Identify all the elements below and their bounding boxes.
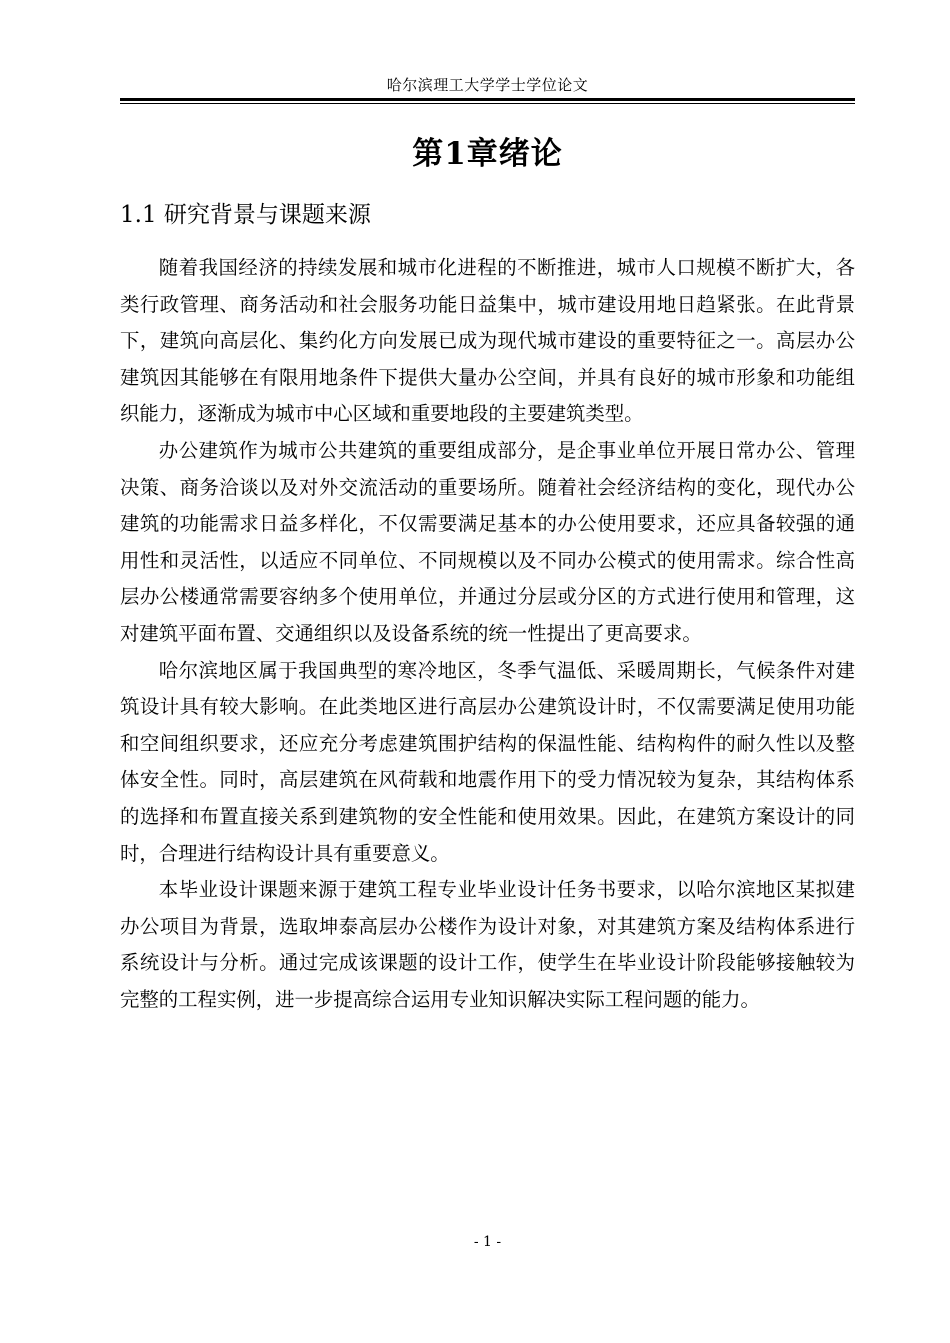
paragraph: 哈尔滨地区属于我国典型的寒冷地区，冬季气温低、采暖周期长，气候条件对建筑设计具有较大影响。在此类地区进行高层办公建筑设计时，不仅需要满足使用功能和空间组织要求，还应充分考虑建筑围护结构的保温性能、结构构件的耐久性以及整体安全性。同时，高层建筑在风荷载和地震作用下的受力情况较为复杂，其结构体系的选择和布置直接关系到建筑物的安全性能和使用效果。因此，在建筑方案设计的同时，合理进行结构设计具有重要意义。 bbox=[120, 658, 855, 865]
paragraph: 本毕业设计课题来源于建筑工程专业毕业设计任务书要求，以哈尔滨地区某拟建办公项目为背景，选取坤泰高层办公楼作为设计对象，对其建筑方案及结构体系进行系统设计与分析。通过完成该课题的设计工作，使学生在毕业设计阶段能够接触较为完整的工程实例，进一步提高综合运用专业知识解决实际工程问题的能力。 bbox=[120, 878, 855, 1011]
header-rule-thin bbox=[120, 103, 855, 104]
header-rule-thick bbox=[120, 98, 855, 101]
body-text bbox=[120, 250, 855, 1018]
paragraph: 办公建筑作为城市公共建筑的重要组成部分，是企事业单位开展日常办公、管理决策、商务洽谈以及对外交流活动的重要场所。随着社会经济结构的变化，现代办公建筑的功能需求日益多样化，不仅需要满足基本的办公使用要求，还应具备较强的通用性和灵活性，以适应不同单位、不同规模以及不同办公模式的使用需求。综合性高层办公楼通常需要容纳多个使用单位，并通过分层或分区的方式进行使用和管理，这对建筑平面布置、交通组织以及设备系统的统一性提出了更高要求。 bbox=[120, 438, 855, 645]
paragraph: 随着我国经济的持续发展和城市化进程的不断推进，城市人口规模不断扩大，各类行政管理、商务活动和社会服务功能日益集中，城市建设用地日趋紧张。在此背景下，建筑向高层化、集约化方向发展已成为现代城市建设的重要特征之一。高层办公建筑因其能够在有限用地条件下提供大量办公空间，并具有良好的城市形象和功能组织能力，逐渐成为城市中心区域和重要地段的主要建筑类型。 bbox=[120, 256, 855, 426]
running-header: 哈尔滨理工大学学士学位论文 bbox=[386, 76, 589, 94]
page-number: - 1 - bbox=[473, 1234, 502, 1250]
chapter-title: 第1章绪论 bbox=[412, 136, 563, 172]
section-title: 1.1 研究背景与课题来源 bbox=[120, 202, 371, 228]
